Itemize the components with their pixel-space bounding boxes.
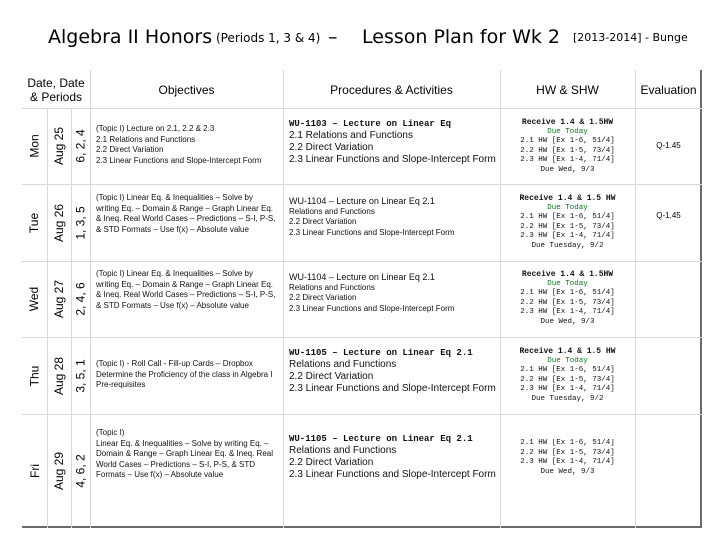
periods-label: 4, 6, 2 — [73, 454, 88, 488]
objectives-cell — [96, 359, 278, 391]
col-divider — [283, 70, 284, 528]
procedure-line: 2.3 Linear Functions and Slope-Intercept Form — [289, 303, 455, 313]
procedure-line: Relations and Functions — [289, 445, 397, 456]
objectives-header: Objectives — [158, 83, 215, 97]
hw-line: Receive 1.4 & 1.5 HW — [519, 194, 616, 203]
date-label: Aug 25 — [52, 126, 67, 166]
hw-cell — [502, 270, 633, 328]
day-label: Tue — [27, 212, 42, 233]
row-divider — [22, 337, 702, 338]
lesson-plan-title: Lesson Plan for Wk 2 — [362, 26, 560, 48]
objectives-cell — [96, 193, 278, 235]
objective-line: (Topic I) Linear Eq. & Inequalities – Solve by writing Eq. – Domain & Range – Graph Linear Eq. & Ineq. Real World Cases – Predictions – S-I, P-S, & STD Formats – Use f(x) – Absolute value — [96, 269, 276, 310]
hw-cell — [502, 439, 633, 477]
hw-line: Due Wed, 9/3 — [540, 467, 595, 476]
procedure-line: WU-1105 – Lecture on Linear Eq 2.1 — [289, 434, 473, 444]
objectives-cell — [96, 269, 278, 311]
objective-line: (Topic I) — [96, 428, 125, 437]
procedures-cell — [289, 272, 497, 314]
objectives-cell — [96, 428, 278, 481]
day-label: Thu — [27, 365, 42, 386]
procedure-line: 2.3 Linear Functions and Slope-Intercept Form — [289, 383, 496, 394]
procedure-line: WU-1103 – Lecture on Linear Eq — [289, 119, 452, 129]
hw-line: Due Today — [547, 203, 588, 212]
procedure-line: WU-1104 – Lecture on Linear Eq 2.1 — [289, 272, 435, 282]
hw-line: 2.3 HW [Ex 1-4, 71/4] — [520, 232, 615, 241]
row-divider — [22, 261, 702, 262]
hw-line: 2.1 HW [Ex 1-6, 51/4] — [520, 289, 615, 298]
date-header-line1: Date, Date — [27, 76, 85, 90]
hw-line: Due Today — [547, 279, 588, 288]
objective-line: 2.1 Relations and Functions — [96, 134, 196, 144]
hw-line: Receive 1.4 & 1.5HW — [521, 270, 614, 279]
hw-line: 2.2 HW [Ex 1-5, 73/4] — [520, 222, 615, 231]
hw-line: Receive 1.4 & 1.5HW — [521, 118, 614, 127]
date-header-line2: & Periods — [29, 90, 83, 104]
procedures-cell — [289, 118, 497, 166]
hw-line: 2.2 HW [Ex 1-5, 73/4] — [520, 298, 615, 307]
hw-line: Due Tuesday, 9/2 — [531, 394, 604, 403]
hw-line: Due Wed, 9/3 — [540, 317, 595, 326]
procedures-cell — [289, 433, 497, 481]
hw-line: 2.1 HW [Ex 1-6, 51/4] — [520, 213, 615, 222]
hw-line: 2.1 HW [Ex 1-6, 51/4] — [520, 137, 615, 146]
hw-header: HW & SHW — [536, 83, 599, 97]
periods-label: (Periods 1, 3 & 4) — [216, 31, 321, 45]
hw-line: Due Tuesday, 9/2 — [531, 241, 604, 250]
row-divider — [22, 184, 702, 185]
procedure-line: 2.3 Linear Functions and Slope-Intercept Form — [289, 227, 455, 237]
hw-line: Due Today — [547, 127, 588, 136]
hw-line: 2.2 HW [Ex 1-5, 73/4] — [520, 448, 615, 457]
hw-line: Due Wed, 9/3 — [540, 165, 595, 174]
periods-label: 6, 2, 4 — [73, 129, 88, 163]
header-divider — [22, 108, 702, 109]
procedure-line: 2.2 Direct Variation — [289, 217, 357, 226]
date-label: Aug 27 — [52, 279, 67, 319]
evaluation-header: Evaluation — [640, 83, 697, 97]
procedures-cell — [289, 347, 497, 395]
periods-label: 2, 4, 6 — [73, 282, 88, 316]
row-divider — [22, 414, 702, 415]
hw-line: 2.2 HW [Ex 1-5, 73/4] — [520, 375, 615, 384]
col-divider — [500, 70, 501, 528]
col-divider — [90, 70, 91, 528]
procedure-line: 2.3 Linear Functions and Slope-Intercept Form — [289, 154, 496, 165]
hw-cell — [502, 118, 633, 176]
procedures-cell — [289, 196, 497, 238]
hw-line: 2.3 HW [Ex 1-4, 71/4] — [520, 156, 615, 165]
procedure-line: WU-1105 – Lecture on Linear Eq 2.1 — [289, 348, 473, 358]
title-dash: – — [328, 26, 338, 48]
procedure-line: Relations and Functions — [289, 359, 397, 370]
evaluation-cell: Q-1.45 — [656, 211, 681, 220]
procedure-line: Relations and Functions — [289, 206, 375, 216]
procedure-line: Relations and Functions — [289, 282, 375, 292]
objective-line: 2.2 Direct Variation — [96, 145, 164, 155]
objective-line: Linear Eq. & Inequalities – Solve by writing Eq. – Domain & Range – Graph Linear Eq. & Ineq. Real World Cases – Predictions – S-I, P-S, & STD Formats – Use f(x) – Absolute value — [96, 438, 273, 480]
procedure-line: 2.1 Relations and Functions — [289, 130, 413, 141]
hw-cell — [502, 347, 633, 405]
day-label: Fri — [27, 464, 42, 478]
procedure-line: WU-1104 – Lecture on Linear Eq 2.1 — [289, 196, 435, 206]
hw-line: 2.1 HW [Ex 1-6, 51/4] — [520, 366, 615, 375]
procedures-header: Procedures & Activities — [330, 83, 453, 97]
hw-line: Receive 1.4 & 1.5 HW — [519, 347, 616, 356]
objectives-cell — [96, 124, 280, 166]
hw-line: Due Today — [547, 356, 588, 365]
hw-line: 2.3 HW [Ex 1-4, 71/4] — [520, 308, 615, 317]
objective-line: (Topic I) Lecture on 2.1, 2.2 & 2.3 — [96, 124, 215, 133]
school-year-label: [2013-2014] - Bunge — [573, 31, 688, 44]
date-periods-header — [22, 76, 90, 104]
hw-line: 2.2 HW [Ex 1-5, 73/4] — [520, 146, 615, 155]
objective-line: 2.3 Linear Functions and Slope-Intercept Form — [96, 155, 262, 165]
col-divider — [635, 70, 636, 528]
periods-label: 1, 3, 5 — [73, 205, 88, 240]
procedure-line: 2.2 Direct Variation — [289, 293, 357, 302]
day-label: Mon — [27, 134, 42, 158]
periods-label: 3, 5, 1 — [73, 358, 88, 393]
hw-cell — [502, 194, 633, 252]
hw-line: 2.3 HW [Ex 1-4, 71/4] — [520, 458, 615, 467]
objective-line: (Topic I) - Roll Call - Fill-up Cards – Dropbox Determine the Proficiency of the class in Algebra I Pre-requisites — [96, 359, 273, 390]
page-title — [0, 20, 720, 60]
course-title: Algebra II Honors — [48, 26, 213, 48]
date-label: Aug 26 — [52, 203, 67, 242]
objective-line: (Topic I) Linear Eq. & Inequalities – Solve by writing Eq. – Domain & Range – Graph Linear Eq. & Ineq. Real World Cases – Predictions – S-I, P-S, & STD Formats – Use f(x) – Absolute value — [96, 193, 276, 234]
procedure-line: 2.2 Direct Variation — [289, 142, 374, 153]
procedure-line: 2.2 Direct Variation — [289, 371, 374, 382]
procedure-line: 2.3 Linear Functions and Slope-Intercept Form — [289, 469, 496, 480]
hw-line: 2.3 HW [Ex 1-4, 71/4] — [520, 385, 615, 394]
hw-line: 2.1 HW [Ex 1-6, 51/4] — [520, 439, 615, 447]
day-label: Wed — [27, 286, 42, 312]
date-label: Aug 29 — [52, 451, 67, 491]
date-label: Aug 28 — [52, 356, 67, 395]
procedure-line: 2.2 Direct Variation — [289, 457, 374, 468]
evaluation-cell: Q-1.45 — [656, 141, 681, 150]
